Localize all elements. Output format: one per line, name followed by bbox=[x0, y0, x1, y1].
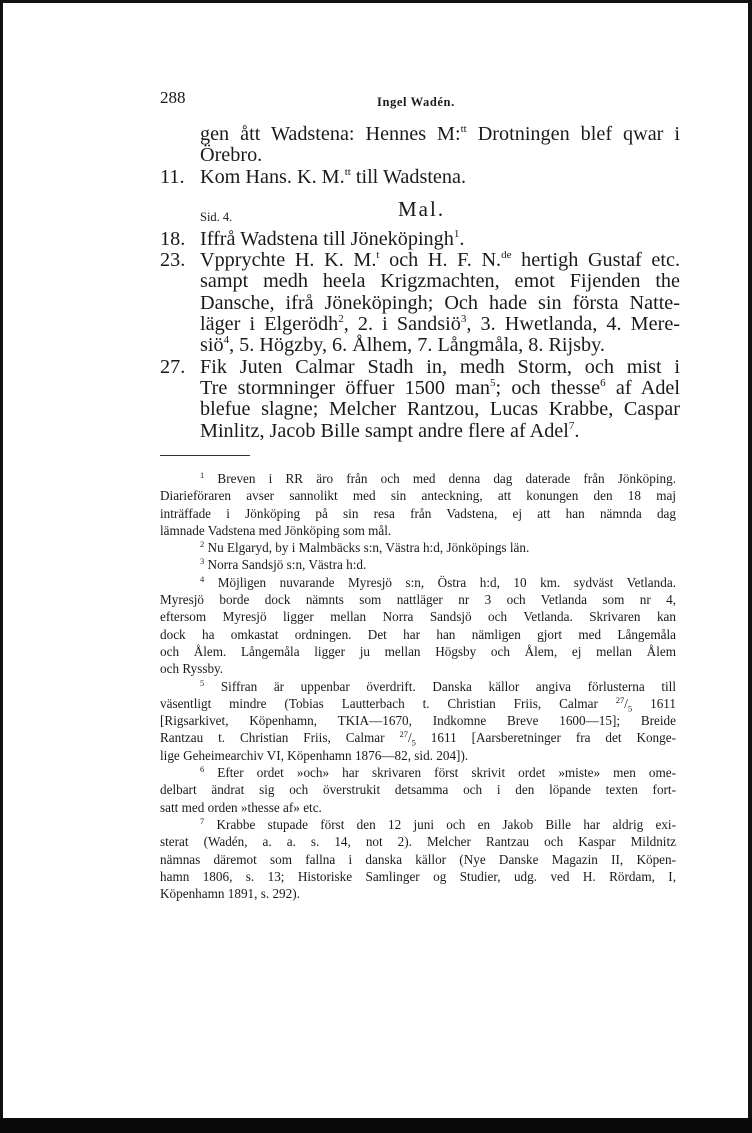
entry-number: 27. bbox=[160, 355, 186, 378]
scan-border-left bbox=[0, 0, 3, 1133]
footnote-6: $^6$ Efter ordet »och» har skrivaren först skrivit ordet »miste» men ome- delbart ändrat sig och överstrukit detsamma och i den löpande texten fort- satt med orden »thesse af» etc. bbox=[160, 764, 676, 815]
footnote-4: $^4$ Möjligen nuvarande Myresjö s:n, Östra h:d, 10 km. sydväst Vetlanda. Myresjö borde dock nämnts som nattläger nr 3 och Vetlanda som nr 4, eftersom Myresjö ligger mellan Norra Sandsjö och Vetlanda. Skrivaren kan dock ha omkastat ordningen. Det har han nämligen gjort med Långemåla och Ålem. Långemåla ligger ju mellan Högsby och Ålem, ej mellan Ålem och Ryssby. bbox=[160, 573, 676, 677]
main-text bbox=[160, 124, 680, 442]
footnote-7: $^7$ Krabbe stupade först den 12 juni och en Jakob Bille har aldrig exi- sterat (Wadén, a. a. s. 14, not 2). Melcher Rantzau och Kaspar Mildnitz nämnas däremot som fallna i danska källor (Nye Danske Magazin II, Köpen- hamn 1806, s. 13; Historiske Samlinger og Studier, udg. ved H. Rördam, I, Köpenhamn 1891, s. 292). bbox=[160, 815, 676, 902]
footnote-2: $^2$ Nu Elgaryd, by i Malmbäcks s:n, Västra h:d, Jönköpings län. bbox=[200, 539, 530, 556]
entry-number: 11. bbox=[160, 165, 185, 188]
running-head: Ingel Wadén. bbox=[377, 95, 455, 109]
entry-18: 18. Iffrå Wadstena till Jöneköpingh$^1$. bbox=[160, 227, 465, 250]
footnote-rule bbox=[160, 455, 250, 456]
section-heading bbox=[160, 196, 680, 229]
entry-11: 11. Kom Hans. K. M.$^{tt}$ till Wadstena. bbox=[160, 165, 466, 188]
entry-27: 27. Fik Juten Calmar Stadh in, medh Storm, och mist i Tre stormninger öffuer 1500 man$^5$; och thesse$^6$ af Adel blefue slagne; Melcher Rantzou, Lucas Krabbe, Caspar Minlitz, Jacob Bille sampt andre flere af Adel$^7$. bbox=[160, 355, 681, 442]
entry-23: 23. Vpprychte H. K. M.$^t$ och H. F. N.$^{de}$ hertigh Gustaf etc. sampt medh heela Krigzmachten, emot Fijenden the Dansche, ifrå Jöneköpingh; Och hade sin första Natte- läger i Elgerödh$^2$, 2. i Sandsiö$^3$, 3. Hwetlanda, 4. Mere- siö$^4$, 5. Högzby, 6. Ålhem, 7. Långmåla, 8. Rijsby. bbox=[160, 249, 680, 357]
section-title: Mal. bbox=[398, 196, 446, 221]
continuation-line-1: gen ått Wadstena: Hennes M:$^{tt}$ Drotningen blef qwar i bbox=[200, 123, 680, 145]
page-number: 288 bbox=[160, 88, 186, 107]
footnote-3: $^3$ Norra Sandsjö s:n, Västra h:d. bbox=[200, 556, 367, 573]
continuation-line-2: Örebro. bbox=[200, 144, 263, 167]
section-sid: Sid. 4. bbox=[200, 209, 233, 224]
scan-border-bottom bbox=[0, 1118, 752, 1133]
footnote-1: $^1$ Breven i RR äro från och med denna dag daterade från Jönköping. Diarieföraren avser sannolikt med sin anteckning, att konungen den 18 maj inträffade i Jönköping på sin resa från Vadstena, ej att han nämnda dag lämnade Vadstena med Jönköping som mål. bbox=[160, 470, 676, 538]
entry-number: 18. bbox=[160, 227, 186, 250]
scan-border-right bbox=[748, 0, 752, 1133]
footnotes bbox=[160, 470, 676, 902]
scan-border-top bbox=[0, 0, 752, 3]
entry-number: 23. bbox=[160, 249, 186, 272]
footnote-5: $^5$ Siffran är uppenbar överdrift. Danska källor angiva förlusterna till väsentligt mindre (Tobias Lautterbach t. Christian Friis, Calmar $^{27}/_5$ 1611 [Rigsarkivet, Köpenhamn, TKIA—1670, Indkomne Breve 1600—15]; Breide Rantzau t. Christian Friis, Calmar $^{27}/_5$ 1611 [Aarsberetninger fra det Konge- lige Geheimearchiv VI, Köpenhamn 1876—82, sid. 204]). bbox=[160, 677, 676, 763]
